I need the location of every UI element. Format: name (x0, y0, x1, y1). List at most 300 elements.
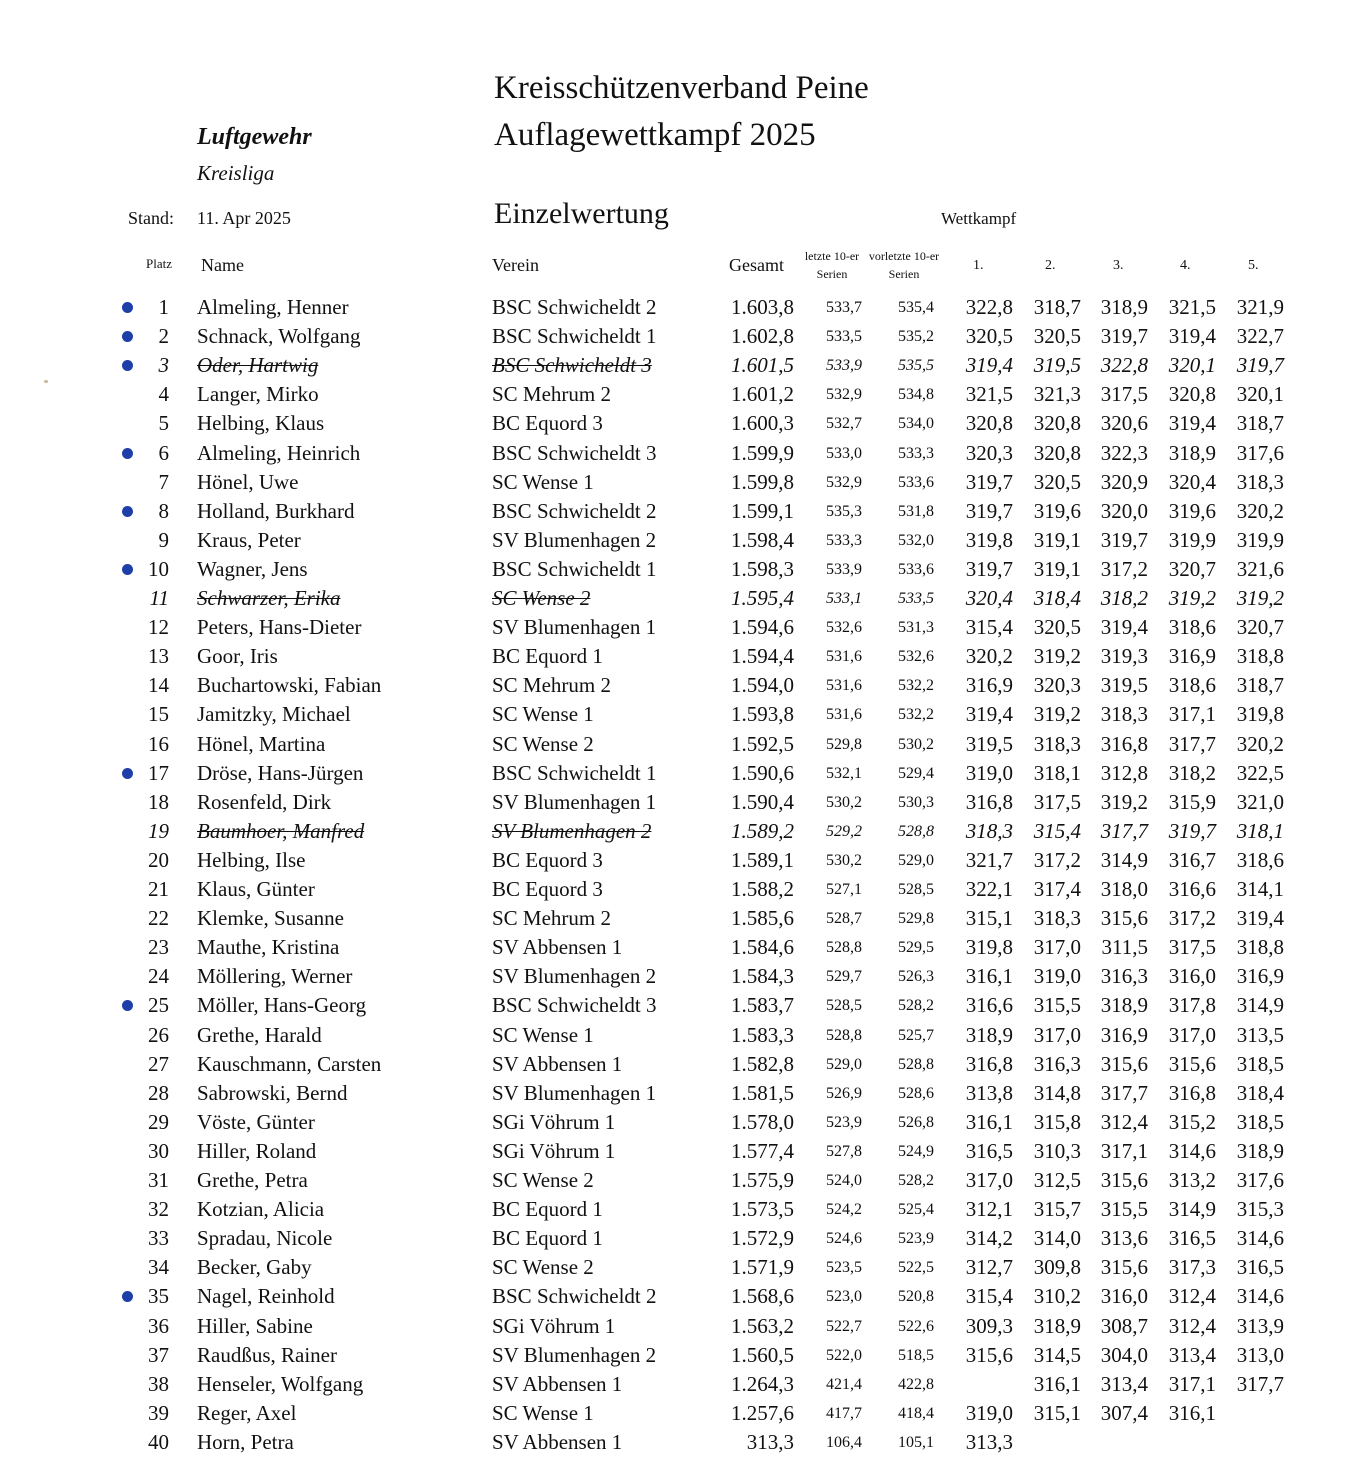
cell-verein: BC Equord 1 (492, 644, 603, 669)
cell-wettkampf-5: 318,3 (1236, 469, 1284, 494)
cell-wettkampf-3: 318,9 (1100, 295, 1148, 319)
table-row (0, 351, 1354, 380)
cell-wettkampf-5: 313,0 (1236, 1342, 1284, 1367)
cell-verein: BSC Schwicheldt 2 (492, 295, 657, 319)
cell-wettkampf-5: 314,6 (1236, 1284, 1284, 1309)
cell-verein: BC Equord 3 (492, 411, 603, 436)
table-row (0, 759, 1354, 788)
cell-vorletzte: 528,6 (898, 1084, 934, 1102)
cell-name: Kotzian, Alicia (197, 1197, 325, 1222)
cell-wettkampf-1: 316,5 (965, 1138, 1013, 1163)
cell-wettkampf-3: 313,6 (1100, 1226, 1148, 1251)
table-row (0, 293, 1354, 322)
cell-name: Kraus, Peter (197, 527, 301, 552)
cell-wettkampf-5: 318,6 (1236, 847, 1284, 872)
cell-wettkampf-4: 315,6 (1168, 1051, 1216, 1076)
cell-platz: 30 (148, 1138, 169, 1163)
header-wettkampf-3: 3. (1113, 258, 1124, 273)
cell-verein: BC Equord 1 (492, 1226, 603, 1251)
cell-wettkampf-5: 321,0 (1236, 789, 1284, 814)
cell-vorletzte: 526,8 (898, 1113, 934, 1131)
cell-wettkampf-4: 312,4 (1168, 1313, 1216, 1338)
cell-gesamt: 1.573,5 (731, 1197, 794, 1222)
cell-wettkampf-3: 317,2 (1100, 556, 1148, 581)
cell-vorletzte: 525,4 (898, 1201, 934, 1219)
cell-wettkampf-4: 314,9 (1168, 1197, 1216, 1222)
cell-letzte: 532,9 (826, 386, 862, 404)
cell-wettkampf-5: 316,9 (1236, 964, 1284, 989)
cell-verein: BSC Schwicheldt 1 (492, 556, 657, 581)
cell-letzte: 106,4 (826, 1433, 862, 1451)
cell-platz: 27 (148, 1051, 169, 1076)
cell-wettkampf-3: 313,4 (1100, 1371, 1148, 1396)
cell-verein: SV Blumenhagen 1 (492, 615, 657, 640)
cell-wettkampf-2: 320,8 (1033, 411, 1081, 436)
cell-vorletzte: 526,3 (898, 968, 934, 986)
cell-wettkampf-3: 322,8 (1100, 353, 1148, 378)
cell-wettkampf-1: 318,9 (965, 1022, 1013, 1047)
table-row (0, 1224, 1354, 1253)
cell-vorletzte: 533,6 (898, 473, 934, 491)
cell-wettkampf-1: 322,8 (965, 295, 1013, 319)
cell-wettkampf-3: 319,7 (1100, 527, 1148, 552)
cell-gesamt: 1.594,0 (731, 673, 794, 698)
cell-wettkampf-5: 318,8 (1236, 935, 1284, 960)
cell-wettkampf-4: 316,6 (1168, 877, 1216, 901)
cell-letzte: 533,1 (826, 590, 862, 607)
cell-wettkampf-2: 315,4 (1033, 818, 1081, 843)
cell-name: Möllering, Werner (197, 964, 353, 989)
cell-gesamt: 1.592,5 (731, 731, 794, 756)
cell-letzte: 533,0 (826, 444, 862, 462)
cell-wettkampf-5: 320,7 (1236, 615, 1284, 640)
cell-wettkampf-2: 317,4 (1033, 877, 1081, 901)
cell-verein: SV Abbensen 1 (492, 935, 623, 960)
table-row (0, 1195, 1354, 1224)
cell-verein: SC Wense 2 (492, 731, 594, 756)
cell-wettkampf-5: 318,5 (1236, 1051, 1284, 1076)
table-row (0, 642, 1354, 671)
cell-wettkampf-2: 318,3 (1033, 731, 1081, 756)
cell-vorletzte: 534,8 (898, 386, 934, 404)
table-row (0, 962, 1354, 991)
cell-wettkampf-3: 308,7 (1100, 1313, 1148, 1338)
cell-name: Grethe, Petra (197, 1168, 308, 1192)
cell-verein: SC Wense 2 (492, 586, 591, 610)
cell-gesamt: 1.572,9 (731, 1226, 794, 1251)
cell-gesamt: 1.568,6 (731, 1284, 794, 1309)
cell-wettkampf-1: 320,4 (965, 586, 1013, 610)
cell-wettkampf-1: 312,7 (965, 1255, 1013, 1280)
cell-letzte: 532,6 (826, 619, 862, 637)
scan-speck (44, 380, 48, 383)
cell-wettkampf-5: 315,3 (1236, 1197, 1284, 1222)
stand-date: 11. Apr 2025 (197, 208, 291, 228)
cell-platz: 20 (148, 847, 169, 872)
cell-wettkampf-5: 319,4 (1236, 906, 1284, 931)
cell-wettkampf-2: 319,6 (1033, 498, 1081, 523)
cell-wettkampf-1: 316,9 (965, 673, 1013, 698)
cell-platz: 39 (148, 1400, 169, 1425)
cell-verein: SV Blumenhagen 1 (492, 1080, 657, 1105)
cell-wettkampf-5: 319,8 (1236, 702, 1284, 727)
header-vorletzte: vorletzte 10-er Serien (868, 249, 940, 281)
cell-wettkampf-4: 321,5 (1168, 295, 1216, 319)
cell-wettkampf-4: 316,7 (1168, 847, 1216, 872)
cell-name: Klaus, Günter (197, 877, 315, 901)
cell-wettkampf-3: 320,6 (1100, 411, 1148, 436)
cell-wettkampf-3: 316,8 (1100, 731, 1148, 756)
cell-wettkampf-4: 315,2 (1168, 1109, 1216, 1134)
cell-platz: 12 (148, 615, 169, 640)
cell-wettkampf-1: 313,3 (965, 1429, 1013, 1454)
cell-wettkampf-5: 320,2 (1236, 731, 1284, 756)
cell-wettkampf-1: 315,1 (965, 906, 1013, 931)
cell-wettkampf-1: 319,0 (965, 760, 1013, 785)
cell-vorletzte: 422,8 (898, 1375, 934, 1393)
cell-wettkampf-3: 319,3 (1100, 644, 1148, 669)
table-row (0, 439, 1354, 468)
cell-wettkampf-2: 320,8 (1033, 440, 1081, 465)
cell-wettkampf-1: 320,2 (965, 644, 1013, 669)
cell-wettkampf-3: 304,0 (1100, 1342, 1148, 1367)
cell-wettkampf-5: 314,1 (1236, 877, 1284, 901)
cell-wettkampf-4: 319,2 (1168, 586, 1216, 610)
cell-platz: 28 (148, 1080, 169, 1105)
cell-name: Raudßus, Rainer (197, 1342, 337, 1367)
cell-vorletzte: 528,5 (898, 881, 934, 898)
cell-platz: 4 (158, 382, 169, 407)
cell-wettkampf-2: 319,0 (1033, 964, 1081, 989)
cell-wettkampf-5: 317,6 (1236, 440, 1284, 465)
cell-gesamt: 313,3 (746, 1429, 794, 1454)
cell-verein: SC Mehrum 2 (492, 906, 612, 931)
cell-wettkampf-2: 319,1 (1033, 556, 1081, 581)
cell-vorletzte: 535,4 (898, 299, 934, 316)
cell-verein: SV Abbensen 1 (492, 1371, 623, 1396)
cell-platz: 7 (158, 469, 169, 494)
cell-name: Hiller, Sabine (197, 1313, 313, 1338)
cell-wettkampf-4: 318,9 (1168, 440, 1216, 465)
marker-dot (122, 302, 133, 313)
cell-gesamt: 1.577,4 (731, 1138, 794, 1163)
cell-name: Goor, Iris (197, 644, 278, 669)
cell-verein: SGi Vöhrum 1 (492, 1313, 616, 1338)
header-wettkampf-1: 1. (973, 258, 984, 273)
cell-verein: SGi Vöhrum 1 (492, 1109, 616, 1134)
cell-wettkampf-5: 320,1 (1236, 382, 1284, 407)
cell-gesamt: 1.598,3 (731, 556, 794, 581)
cell-letzte: 531,6 (826, 706, 862, 724)
cell-wettkampf-4: 317,2 (1168, 906, 1216, 931)
cell-platz: 1 (158, 295, 169, 319)
cell-vorletzte: 533,6 (898, 560, 934, 578)
cell-vorletzte: 532,0 (898, 531, 934, 549)
marker-dot (122, 768, 133, 779)
cell-wettkampf-4: 317,0 (1168, 1022, 1216, 1047)
cell-letzte: 532,7 (826, 415, 862, 433)
cell-wettkampf-3: 318,2 (1100, 586, 1148, 610)
cell-wettkampf-5: 318,9 (1236, 1138, 1284, 1163)
cell-wettkampf-3: 318,0 (1100, 877, 1148, 901)
cell-platz: 18 (148, 789, 169, 814)
cell-letzte: 524,0 (826, 1172, 862, 1189)
cell-wettkampf-3: 316,0 (1100, 1284, 1148, 1309)
cell-wettkampf-5: 319,7 (1236, 353, 1284, 378)
cell-vorletzte: 522,6 (898, 1317, 934, 1335)
cell-gesamt: 1.595,4 (731, 586, 794, 610)
cell-vorletzte: 105,1 (898, 1433, 934, 1451)
cell-wettkampf-2: 318,7 (1033, 295, 1081, 319)
cell-vorletzte: 533,3 (898, 444, 934, 462)
cell-vorletzte: 532,2 (898, 706, 934, 724)
cell-name: Hiller, Roland (197, 1138, 317, 1163)
cell-name: Dröse, Hans-Jürgen (197, 760, 364, 785)
cell-wettkampf-1: 319,7 (965, 469, 1013, 494)
cell-gesamt: 1.602,8 (731, 324, 794, 349)
cell-wettkampf-2: 321,3 (1033, 382, 1081, 407)
marker-dot (122, 331, 133, 342)
cell-letzte: 417,7 (826, 1404, 862, 1422)
table-row (0, 875, 1354, 904)
cell-wettkampf-4: 319,6 (1168, 498, 1216, 523)
cell-wettkampf-2: 317,0 (1033, 1022, 1081, 1047)
cell-name: Almeling, Henner (197, 295, 349, 319)
cell-vorletzte: 529,4 (898, 764, 934, 782)
cell-wettkampf-3: 322,3 (1100, 440, 1148, 465)
cell-platz: 31 (148, 1168, 169, 1192)
cell-wettkampf-2: 319,1 (1033, 527, 1081, 552)
cell-name: Baumhoer, Manfred (197, 818, 365, 843)
cell-gesamt: 1.589,2 (731, 818, 794, 843)
header-platz: Platz (146, 256, 172, 271)
header-name: Name (201, 255, 244, 275)
cell-letzte: 529,8 (826, 735, 862, 753)
table-row (0, 380, 1354, 409)
table-row (0, 1137, 1354, 1166)
cell-platz: 14 (148, 673, 169, 698)
cell-wettkampf-1: 319,4 (965, 353, 1013, 378)
cell-wettkampf-1: 316,8 (965, 789, 1013, 814)
cell-verein: BSC Schwicheldt 3 (492, 353, 652, 378)
cell-vorletzte: 528,2 (898, 997, 934, 1015)
cell-gesamt: 1.601,5 (731, 353, 794, 378)
cell-wettkampf-4: 319,7 (1168, 818, 1216, 843)
cell-letzte: 527,1 (826, 881, 862, 898)
cell-platz: 37 (148, 1342, 169, 1367)
cell-wettkampf-4: 317,1 (1168, 1371, 1216, 1396)
cell-letzte: 522,0 (826, 1346, 862, 1364)
cell-wettkampf-1: 314,2 (965, 1226, 1013, 1251)
cell-gesamt: 1.590,6 (731, 760, 794, 785)
cell-wettkampf-3: 315,6 (1100, 906, 1148, 931)
cell-name: Rosenfeld, Dirk (197, 789, 332, 814)
cell-wettkampf-3: 319,5 (1100, 673, 1148, 698)
cell-wettkampf-3: 319,2 (1100, 789, 1148, 814)
cell-platz: 26 (148, 1022, 169, 1047)
cell-vorletzte: 529,0 (898, 851, 934, 869)
cell-vorletzte: 534,0 (898, 415, 934, 433)
cell-verein: SV Blumenhagen 1 (492, 789, 657, 814)
cell-wettkampf-1: 315,4 (965, 615, 1013, 640)
cell-wettkampf-2: 317,5 (1033, 789, 1081, 814)
cell-platz: 13 (148, 644, 169, 669)
cell-name: Hönel, Uwe (197, 469, 299, 494)
section-title: Einzelwertung (494, 197, 669, 230)
cell-gesamt: 1.599,9 (731, 440, 794, 465)
cell-verein: SC Wense 1 (492, 1400, 594, 1425)
marker-dot (122, 1291, 133, 1302)
cell-wettkampf-4: 315,9 (1168, 789, 1216, 814)
cell-wettkampf-3: 316,3 (1100, 964, 1148, 989)
cell-wettkampf-3: 317,5 (1100, 382, 1148, 407)
cell-name: Henseler, Wolfgang (197, 1371, 364, 1396)
table-row (0, 846, 1354, 875)
cell-platz: 17 (148, 760, 169, 785)
cell-letzte: 528,8 (826, 939, 862, 957)
marker-dot (122, 506, 133, 517)
cell-wettkampf-2: 309,8 (1033, 1255, 1081, 1280)
cell-wettkampf-5: 318,5 (1236, 1109, 1284, 1134)
header-verein: Verein (492, 255, 539, 275)
cell-name: Grethe, Harald (197, 1022, 322, 1047)
cell-name: Sabrowski, Bernd (197, 1080, 348, 1105)
cell-platz: 35 (148, 1284, 169, 1309)
cell-platz: 21 (148, 877, 169, 901)
cell-wettkampf-1: 315,4 (965, 1284, 1013, 1309)
cell-gesamt: 1.264,3 (731, 1371, 794, 1396)
cell-wettkampf-3: 320,9 (1100, 469, 1148, 494)
wettkampf-label: Wettkampf (941, 209, 1017, 228)
cell-verein: BC Equord 1 (492, 1197, 603, 1222)
cell-platz: 19 (148, 818, 169, 843)
cell-wettkampf-4: 319,9 (1168, 527, 1216, 552)
cell-wettkampf-5: 318,7 (1236, 411, 1284, 436)
cell-verein: BSC Schwicheldt 1 (492, 324, 657, 349)
cell-wettkampf-2: 319,2 (1033, 644, 1081, 669)
cell-gesamt: 1.600,3 (731, 411, 794, 436)
cell-wettkampf-4: 320,7 (1168, 556, 1216, 581)
table-row (0, 1253, 1354, 1282)
cell-wettkampf-1: 313,8 (965, 1080, 1013, 1105)
cell-wettkampf-3: 307,4 (1100, 1400, 1148, 1425)
cell-verein: SV Abbensen 1 (492, 1429, 623, 1454)
cell-letzte: 421,4 (826, 1375, 862, 1393)
table-row (0, 671, 1354, 700)
cell-wettkampf-2: 317,2 (1033, 847, 1081, 872)
cell-verein: SV Abbensen 1 (492, 1051, 623, 1076)
cell-wettkampf-4: 318,6 (1168, 673, 1216, 698)
cell-verein: SC Mehrum 2 (492, 673, 612, 698)
cell-wettkampf-4: 320,4 (1168, 469, 1216, 494)
cell-wettkampf-3: 315,6 (1100, 1255, 1148, 1280)
cell-platz: 36 (148, 1313, 169, 1338)
cell-verein: BSC Schwicheldt 3 (492, 440, 657, 465)
cell-wettkampf-4: 319,4 (1168, 324, 1216, 349)
cell-vorletzte: 524,9 (898, 1142, 934, 1160)
cell-name: Klemke, Susanne (197, 906, 344, 931)
cell-wettkampf-2: 318,1 (1033, 760, 1081, 785)
cell-verein: SC Wense 1 (492, 702, 594, 727)
cell-wettkampf-5: 313,9 (1236, 1313, 1284, 1338)
cell-letzte: 533,5 (826, 328, 862, 346)
cell-gesamt: 1.599,8 (731, 469, 794, 494)
cell-wettkampf-2: 319,2 (1033, 702, 1081, 727)
cell-vorletzte: 528,8 (898, 1055, 934, 1073)
cell-vorletzte: 523,9 (898, 1230, 934, 1248)
cell-gesamt: 1.571,9 (731, 1255, 794, 1280)
table-row (0, 1370, 1354, 1399)
marker-dot (122, 1000, 133, 1011)
cell-letzte: 528,5 (826, 997, 862, 1015)
table-row (0, 584, 1354, 613)
cell-wettkampf-3: 318,3 (1100, 702, 1148, 727)
cell-wettkampf-5: 318,8 (1236, 644, 1284, 669)
cell-platz: 6 (158, 440, 169, 465)
cell-gesamt: 1.589,1 (731, 847, 794, 872)
cell-wettkampf-1: 316,1 (965, 1109, 1013, 1134)
cell-wettkampf-1: 319,7 (965, 498, 1013, 523)
cell-vorletzte: 528,8 (898, 822, 934, 840)
table-row (0, 613, 1354, 642)
cell-verein: BSC Schwicheldt 1 (492, 760, 657, 785)
cell-name: Helbing, Klaus (197, 411, 325, 436)
cell-wettkampf-1: 320,5 (965, 324, 1013, 349)
league-label: Kreisliga (197, 161, 275, 185)
table-row (0, 904, 1354, 933)
cell-wettkampf-2: 315,1 (1033, 1400, 1081, 1425)
cell-gesamt: 1.599,1 (731, 498, 794, 523)
cell-wettkampf-4: 318,2 (1168, 760, 1216, 785)
cell-vorletzte: 522,5 (898, 1259, 934, 1277)
cell-name: Schnack, Wolfgang (197, 324, 361, 349)
cell-gesamt: 1.593,8 (731, 702, 794, 727)
cell-name: Buchartowski, Fabian (197, 673, 382, 698)
cell-wettkampf-4: 316,9 (1168, 644, 1216, 669)
cell-gesamt: 1.582,8 (731, 1051, 794, 1076)
table-row (0, 1282, 1354, 1311)
cell-letzte: 530,2 (826, 793, 862, 811)
cell-platz: 8 (158, 498, 169, 523)
cell-wettkampf-4: 313,4 (1168, 1342, 1216, 1367)
cell-letzte: 533,7 (826, 299, 862, 316)
cell-vorletzte: 525,7 (898, 1026, 934, 1044)
cell-wettkampf-2: 320,5 (1033, 615, 1081, 640)
cell-name: Jamitzky, Michael (197, 702, 351, 727)
table-row (0, 526, 1354, 555)
cell-wettkampf-1: 316,1 (965, 964, 1013, 989)
cell-name: Schwarzer, Erika (197, 586, 341, 610)
cell-vorletzte: 530,3 (898, 793, 934, 811)
cell-wettkampf-1: 321,7 (965, 847, 1013, 872)
cell-gesamt: 1.598,4 (731, 527, 794, 552)
cell-wettkampf-4: 316,5 (1168, 1226, 1216, 1251)
cell-vorletzte: 531,8 (898, 502, 934, 520)
cell-platz: 40 (148, 1429, 169, 1454)
cell-letzte: 528,7 (826, 910, 862, 928)
marker-dot (122, 360, 133, 371)
cell-gesamt: 1.588,2 (731, 877, 794, 901)
cell-letzte: 532,9 (826, 473, 862, 491)
cell-letzte: 526,9 (826, 1084, 862, 1102)
table-row (0, 1021, 1354, 1050)
header-letzte: letzte 10-er Serien (804, 249, 860, 281)
cell-wettkampf-1: 316,6 (965, 993, 1013, 1018)
cell-wettkampf-4: 320,8 (1168, 382, 1216, 407)
cell-wettkampf-3: 317,7 (1100, 818, 1148, 843)
cell-wettkampf-2: 318,9 (1033, 1313, 1081, 1338)
table-row (0, 700, 1354, 729)
